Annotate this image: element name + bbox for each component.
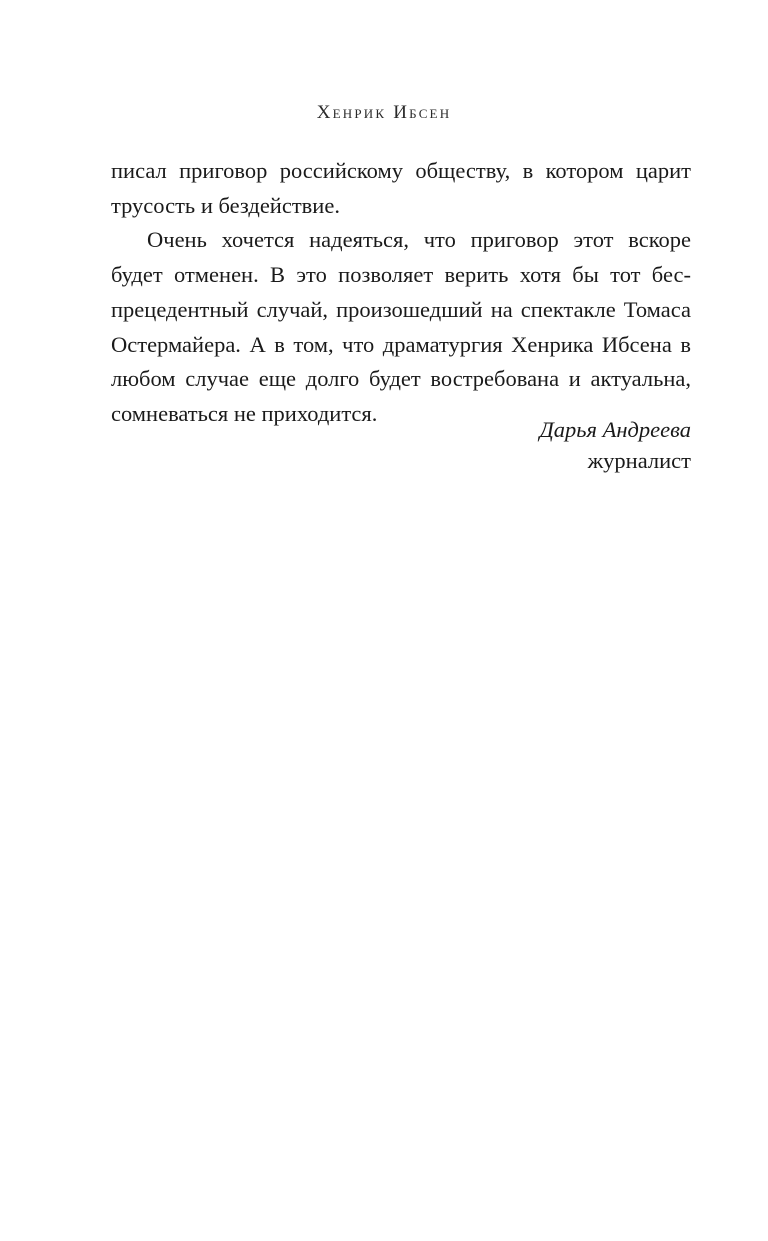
signature-block	[111, 414, 691, 476]
signature-author: Дарья Андреева	[539, 417, 691, 442]
paragraph-continuation: писал приговор российскому обществу, в котором царит трусость и бездействие.	[111, 158, 691, 218]
signature-role: журналист	[587, 448, 691, 473]
running-header: Хенрик Ибсен	[316, 102, 452, 123]
paragraph: Очень хочется надеяться, что приговор этот вскоре будет отменен. В это позволяет верить хотя бы тот беспрецедентный случай, произошедший на спектакле Томаса Остермайера. А в том, что драматургия Хенрика Ибсена в любом случае еще долго будет востребована и актуальна, сомневаться не приходится.	[111, 227, 691, 426]
body-text	[111, 154, 691, 432]
